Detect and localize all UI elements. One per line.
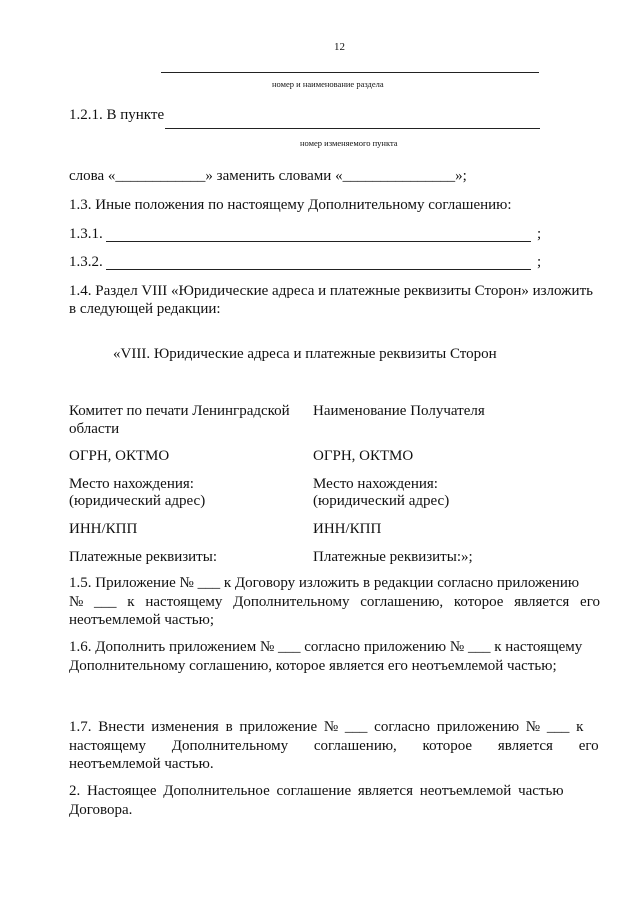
party-left-name-line1: Комитет по печати Ленинградской (69, 403, 290, 419)
party-left-location: Место нахождения: (69, 476, 194, 492)
page-number: 12 (334, 41, 345, 53)
party-right-name: Наименование Получателя (313, 403, 485, 419)
clause-1-7-line1: 1.7. Внести изменения в приложение № ___ согласно приложению № ___ к (69, 719, 584, 735)
clause-1-3-1-label: 1.3.1. (69, 226, 103, 242)
clause-1-7-line3: неотъемлемой частью. (69, 756, 214, 772)
party-right-inn: ИНН/КПП (313, 521, 382, 537)
clause-1-6-line2: Дополнительному соглашению, которое является его неотъемлемой частью; (69, 658, 557, 674)
clause-2-line1: 2. Настоящее Дополнительное соглашение является неотъемлемой частью (69, 783, 564, 799)
clause-1-2-1-label: 1.2.1. В пункте (69, 107, 165, 123)
party-right-legal-address: (юридический адрес) (313, 493, 450, 509)
clause-1-5-line3: неотъемлемой частью; (69, 612, 214, 628)
section-caption: номер и наименование раздела (272, 79, 384, 89)
section-name-line (161, 72, 539, 73)
clause-1-4-line2: в следующей редакции: (69, 301, 221, 317)
clause-1-2-1-line (165, 128, 540, 129)
party-left-name-line2: области (69, 421, 120, 437)
clause-1-2-1-words: слова «____________» заменить словами «_______________»; (69, 168, 467, 184)
clause-1-3-2-semicolon: ; (537, 254, 542, 270)
clause-1-2-1-caption: номер изменяемого пункта (300, 138, 398, 148)
clause-1-5-line1 (69, 574, 599, 593)
clause-1-3-1-semicolon: ; (537, 226, 542, 242)
clause-1-3-2-label: 1.3.2. (69, 254, 103, 270)
clause-1-6-line1: 1.6. Дополнить приложением № ___ согласно приложению № ___ к настоящему (69, 639, 583, 655)
clause-1-7-line2: настоящему Дополнительному соглашению, которое является его (69, 738, 599, 754)
party-right-payment: Платежные реквизиты:»; (313, 549, 473, 565)
party-right-location: Место нахождения: (313, 476, 438, 492)
clause-1-5-line1-text: 1.5. Приложение № ___ к Договору изложить в редакции согласно приложению (69, 575, 580, 591)
section-8-title: «VIII. Юридические адреса и платежные реквизиты Сторон (113, 346, 497, 362)
clause-1-3-2-line (106, 269, 531, 270)
party-left-inn: ИНН/КПП (69, 521, 138, 537)
party-right-ogrn: ОГРН, ОКТМО (313, 448, 414, 464)
clause-1-5-line2: № ___ к настоящему Дополнительному соглашению, которое является его (69, 594, 600, 610)
party-left-legal-address: (юридический адрес) (69, 493, 206, 509)
clause-1-3-1-line (106, 241, 531, 242)
party-left-payment: Платежные реквизиты: (69, 549, 217, 565)
clause-2-line2: Договора. (69, 802, 133, 818)
clause-1-3-heading: 1.3. Иные положения по настоящему Дополнительному соглашению: (69, 197, 512, 213)
party-left-ogrn: ОГРН, ОКТМО (69, 448, 170, 464)
clause-1-4-line1: 1.4. Раздел VIII «Юридические адреса и платежные реквизиты Сторон» изложить (69, 283, 593, 299)
